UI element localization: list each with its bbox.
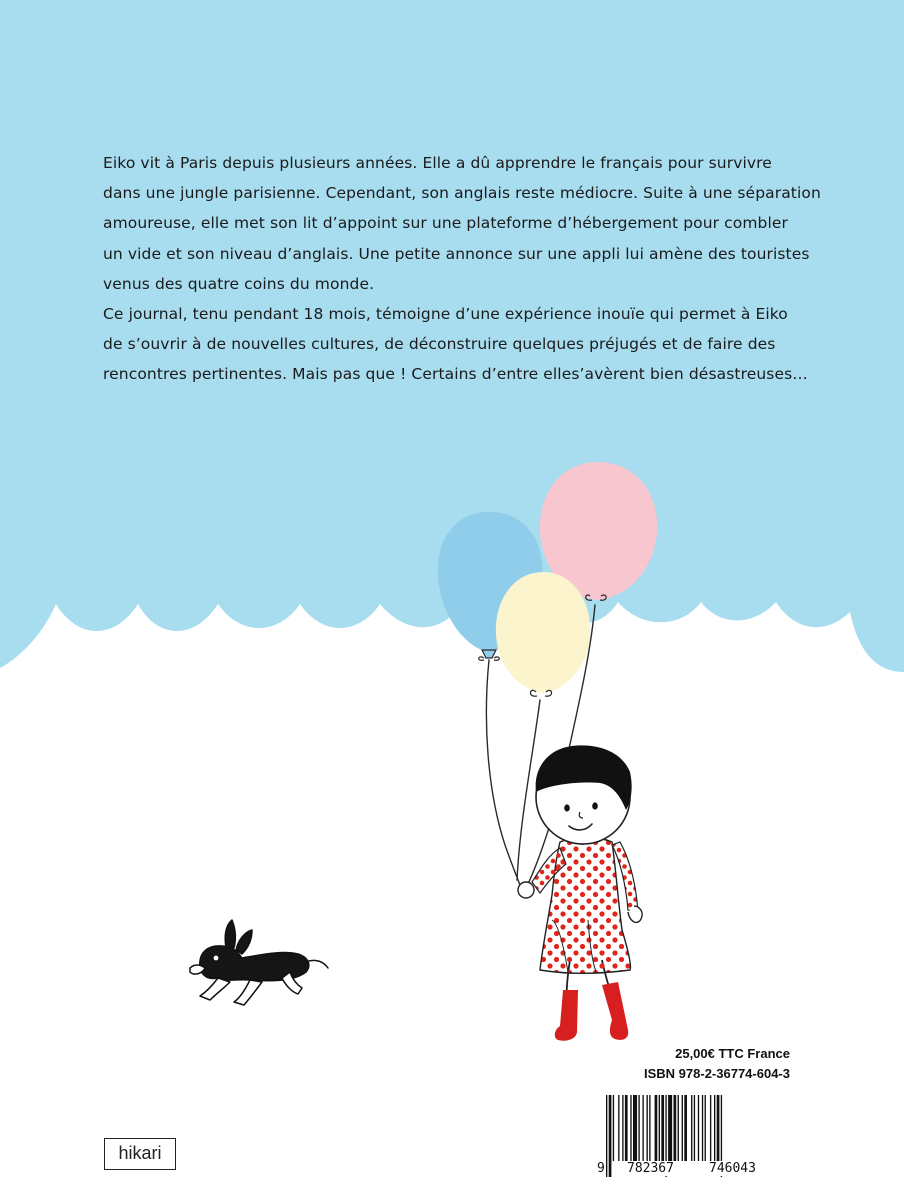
girl-figure <box>518 745 642 1040</box>
blurb-line: dans une jungle parisienne. Cependant, son anglais reste médiocre. Suite à une séparation <box>103 184 821 203</box>
blurb-line: Ce journal, tenu pendant 18 mois, témoigne d’une expérience inouïe qui permet à Eiko <box>103 305 788 324</box>
blurb-line: un vide et son niveau d’anglais. Une petite annonce sur une appli lui amène des touristes <box>103 244 810 263</box>
blurb-line: rencontres pertinentes. Mais pas que ! Certains d’entre elles’avèrent bien désastreuses… <box>103 365 808 384</box>
barcode-digits <box>596 1161 792 1181</box>
blurb-line: Eiko vit à Paris depuis plusieurs années. Elle a dû apprendre le français pour survivre <box>103 154 772 172</box>
yellow-balloon <box>496 572 590 696</box>
publisher-logo: hikari <box>104 1138 176 1170</box>
right-boot <box>602 982 628 1040</box>
barcode-digit-first: 9 <box>597 1161 605 1176</box>
blurb-line: venus des quatre coins du monde. <box>103 274 375 293</box>
barcode-digit-group-1: 782367 <box>627 1161 674 1176</box>
left-boot <box>555 990 578 1041</box>
price-isbn-block <box>644 1044 790 1084</box>
price-label: 25,00€ TTC France <box>675 1046 790 1061</box>
isbn-label: ISBN 978-2-36774-604-3 <box>644 1066 790 1081</box>
barcode-digit-group-2: 746043 <box>709 1161 756 1176</box>
back-cover-blurb <box>103 148 823 390</box>
blurb-line: amoureuse, elle met son lit d’appoint sur une plateforme d’hébergement pour combler <box>103 214 789 233</box>
blurb-line: de s’ouvrir à de nouvelles cultures, de déconstruire quelques préjugés et de faire des <box>103 335 776 354</box>
running-dog <box>190 920 328 1005</box>
